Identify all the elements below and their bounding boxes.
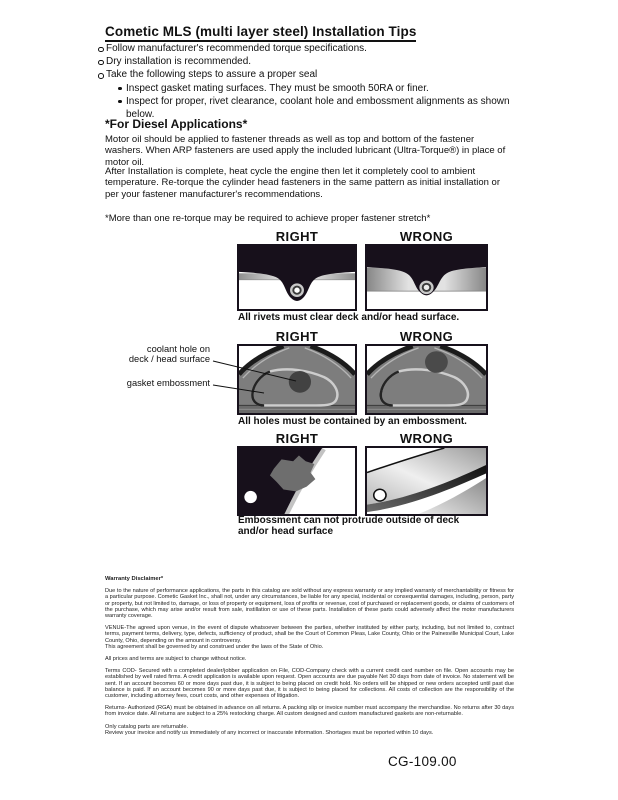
tip-sub-item: Inspect gasket mating surfaces. They must be smooth 50RA or finer. (117, 82, 529, 95)
diagram-protrusion-right (237, 446, 357, 516)
embossment-caption: All holes must be contained by an embossment. (238, 416, 467, 427)
diagram-protrusion-wrong (365, 446, 488, 516)
right-label-row1: RIGHT (275, 229, 319, 244)
diagram-rivet-right (237, 244, 357, 311)
disclaimer-paragraph: All prices and terms are subject to change without notice. (105, 656, 247, 663)
diesel-paragraph-2: After Installation is complete, heat cycle the engine then let it completely cool to ambient temperature. Re-torque the cylinder head fasteners in the same pattern as initial installation or per your fastener manufacturer's recommendations. (105, 166, 500, 200)
embossment-wrong-figure (367, 346, 486, 413)
right-label-row2: RIGHT (275, 329, 319, 344)
disclaimer-paragraph (105, 724, 514, 736)
retorque-note: *More than one re-torque may be required to achieve proper fastener stretch* (105, 213, 431, 224)
warranty-disclaimer (105, 576, 514, 736)
tip-item: Dry installation is recommended. (97, 55, 529, 68)
rivet-wrong-figure (367, 246, 486, 309)
disclaimer-governing-law-text: This agreement shall be governed by and construed under the laws of the State of Ohio. (105, 643, 324, 650)
diagram-rivet-wrong (365, 244, 488, 311)
disclaimer-returnable-text: Only catalog parts are returnable. (105, 723, 189, 730)
protrusion-wrong-figure (367, 448, 486, 514)
bolt-hole (244, 491, 257, 503)
rivet-caption: All rivets must clear deck and/or head surface. (238, 312, 460, 323)
diagram-embossment-wrong (365, 344, 488, 415)
diesel-paragraph-1: Motor oil should be applied to fastener threads as well as top and bottom of the fastener washers. When ARP fasteners are used apply the included lubricant (Ultra-Torque®) in place of motor oil. (105, 134, 506, 168)
wrong-label-row3: WRONG (399, 431, 454, 446)
right-label-row3: RIGHT (275, 431, 319, 446)
disclaimer-venue-text: VENUE-The agreed upon venue, in the event of dispute whatsoever between the parties, whether instituted by either party, including, but not limited to, contract terms, payment terms, delivery, type, defects, sufficiency of product, shall be the Court of Common Pleas, Lake County, Ohio or the Painesville Municipal Court, Lake County, Ohio, depending on the amount in controversy. (105, 625, 514, 644)
disclaimer-paragraph: Terms COD- Secured with a completed dealer/jobber application on File, COD-Company check with a current credit card number on file. Open accounts may be established by well rated firms. A credit application is available upon request. Open accounts are due payable Net 30 days from date of invoice. No statement will be sent. If an account becomes 60 or more days past due, it is subject to being placed on credit hold. No orders will be shipped or new orders accepted until past due balance is paid. If an account becomes 90 or more days past due, it is subject to being placed for collections. All costs of collection are the responsibility of the customer, including attorney fees, court costs, and other expenses of litigation. (105, 668, 514, 700)
document-code: CG-109.00 (388, 754, 457, 769)
disclaimer-heading: Warranty Disclaimer* (105, 576, 164, 582)
tip-item: Follow manufacturer's recommended torque specifications. (97, 42, 529, 55)
protrusion-caption (238, 515, 468, 537)
protrusion-caption-line1: Embossment can not protrude outside of deck (238, 515, 460, 526)
diesel-section-heading: *For Diesel Applications* (105, 117, 248, 131)
disclaimer-paragraph: Due to the nature of performance applications, the parts in this catalog are sold without any express warranty or any implied warranty of merchantability or fitness for a particular purpose. Cometic Gasket Inc., shall not, under any circumstances, be liable for any special, incidental or consequential damages, including, person, party or property, but not limited to, damage, or loss of property or equipment, loss of profits or revenue, cost of purchased or replacement goods, or claims of customers of the purchase, which may arise and/or result from sale, instillation or use of these parts. Installation of these parts could adversely affect the motor manufacturers warranty coverage. (105, 588, 514, 620)
bolt-hole (374, 489, 386, 501)
wrong-label-row1: WRONG (399, 229, 454, 244)
protrusion-right-figure (239, 448, 355, 514)
disclaimer-review-invoice-text: Review your invoice and notify us immediately of any incorrect or inaccurate information. Shortages must be reported within 10 days. (105, 729, 434, 736)
tip-item: Take the following steps to assure a proper seal (97, 68, 529, 81)
disclaimer-paragraph (105, 625, 514, 650)
coolant-hole-label-line2: deck / head surface (128, 354, 210, 364)
page-title: Cometic MLS (multi layer steel) Installation Tips (105, 24, 416, 42)
installation-tips-list (97, 42, 529, 121)
protrusion-caption-line2: and/or head surface (238, 526, 334, 537)
wrong-label-row2: WRONG (399, 329, 454, 344)
coolant-hole-label: coolant hole on (146, 344, 210, 354)
gasket-embossment-label: gasket embossment (126, 378, 210, 388)
coolant-hole (425, 351, 448, 373)
tip-sub-item: Inspect for proper, rivet clearance, coolant hole and embossment alignments as shown below. (117, 95, 529, 121)
disclaimer-paragraph: Returns- Authorized (RGA) must be obtained in advance on all returns. A packing slip or invoice number must accompany the merchandise. No returns after 30 days from invoice date. All returns are subject to a 25% restocking charge. All custom designed and custom manufactured gaskets are non-returnable. (105, 705, 514, 718)
label-leader-lines (208, 352, 304, 398)
rivet-right-figure (239, 246, 355, 309)
